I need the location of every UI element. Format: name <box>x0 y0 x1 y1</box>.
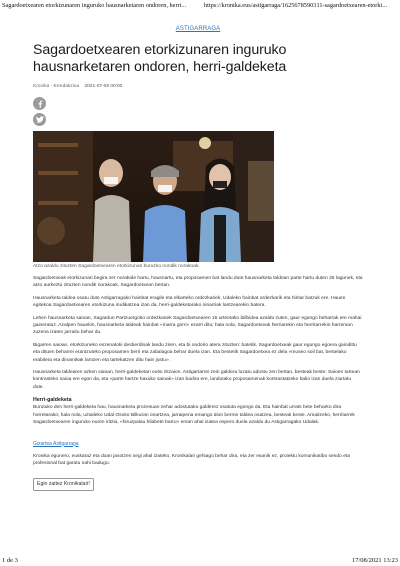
facebook-share-button[interactable] <box>33 97 46 110</box>
photo-illustration <box>33 131 274 262</box>
article-body <box>33 275 363 491</box>
category-link[interactable]: ASTIGARRAGA <box>175 26 221 32</box>
section-subhead: Herri-galdeketa <box>33 397 72 404</box>
paragraph: Hausnarketa taldea osatu dute Astigarragako hainbat eragile eta elkarteko ordezkariek, Udaleko hainbat ordezkarik eta hiritar batzuk ere. Hauen egitekoa Sagardoetxearen etorkizuna irudikatzea izan da, herri-galdeketarako oinarriak lantzearekin batera. <box>33 295 346 309</box>
paragraph: Hausnarketa taldearen azken saioan, herri-galdeketari eutsi zitzaion. Astigartarrei zein galdera luzatu adostu zen bertan, besteak beste: Saioen tartean kontrasteko saioa ere egon da, eta «parte hartze baxuko saioak» izan badira ere, landutako proposamenak kontrastatzeko balio izan duela ziurtatu dute. <box>33 370 360 390</box>
paragraph: Bigarren saioan, etorkizuneko eszenatoki desberdinak landu ziren, eta bi ondorio atera zituzten: batetik, Sagardoetxeak gaur egungo egoera gaindittu eta dituen beharrei erantzuteko proposamen berri eta zabalagoa behar duela izan. Eta bestetik Sagardoetxea ez dela «museo soil bat, bestelako erabilera eta dinamikak lantzen eta tartekatzen ditu hain justu». <box>33 342 357 363</box>
facebook-icon <box>37 100 43 108</box>
article-title: Sagardoetxearen etorkizunaren inguruko hausnarketaren ondoren, herri-galdeketa <box>33 42 287 75</box>
print-footer <box>0 555 400 566</box>
print-header <box>0 0 400 12</box>
publish-date: 2021-07-08 00:00 <box>84 84 123 89</box>
tag-links[interactable]: Gizartea Astigarraga <box>33 440 79 447</box>
article-meta <box>33 84 363 89</box>
paragraph: Sagardoetxeak etorkizunari begira zer norabide hartu, hausnartu, eta proposamen bat landu dute hausnarketa taldean parte hartu duten 25 lagunek, eta atzo aurkeztu zituzten nondik norakoak, Sagardoetxean bertan. <box>33 276 363 289</box>
become-kronikalari-button[interactable]: Egin zaitez Kronikalari! <box>33 478 94 491</box>
article <box>33 14 363 491</box>
photo-caption: Atzo azaldu zituzten Sagardoetxearen etorkizunari buruzko nondik norakoak. <box>33 264 200 269</box>
twitter-share-button[interactable] <box>33 113 46 126</box>
twitter-icon <box>36 116 44 123</box>
paragraph: Lehen hausnarketa saioan, Sagardun Partzuergoko ordezkariek Sagardoetxearen 15 urteetako ibilbidea azaldu zuten, gaur egungo beharrak ere mahai gaineratuz. Azalpen hauekin, hausnarketa taldeak hainbat «marra gorri» ezarri ditu; hala nola, Sagardoetxeak herriarekin eta herritarrekin harreman zuzena izaten jarraitu behar du. <box>33 315 362 336</box>
print-header-title: Sagardoetxearen etorkizunaren inguruko hausnarketaren ondoren, herri... <box>2 2 187 9</box>
support-text: Kronika egunero, euskaraz eta doan jasotzen segi ahal izateko, Kronikalari gehiago behar dira, eta zer esanik ez, proiektu komunikatibo sendo eta profesional bat garatu nahi badugu. <box>33 453 351 466</box>
social-share <box>33 97 363 126</box>
byline: Kronika - Erredakzioa <box>33 84 80 89</box>
print-timestamp: 17/08/2021 13:23 <box>351 557 398 564</box>
page-count: 1 de 3 <box>2 557 18 564</box>
print-header-url: https://kronika.eus/astigarraga/1625678590311-sagardoetxearen-etorki... <box>204 2 388 9</box>
article-photo <box>33 131 274 262</box>
paragraph: Burutuko den herri-galdeketa hau, hausnarketa prozesuan zehar adostutako galderez osatuta egongo da. Eta hainbat urrats bete beharko dira horretarako; hala nola, uztaileko Udal Osoko Bilkuran onartzea, jarraipena emango dion berme taldea osatzea, besteak beste. Amaitzeko, herritarrek Sagardoetxearen inguruko euren iritzia, «hiruzpalau hilabete barru» eman ahal izatea espero duela azaldu du Astigarragako Udalak. <box>33 405 355 426</box>
